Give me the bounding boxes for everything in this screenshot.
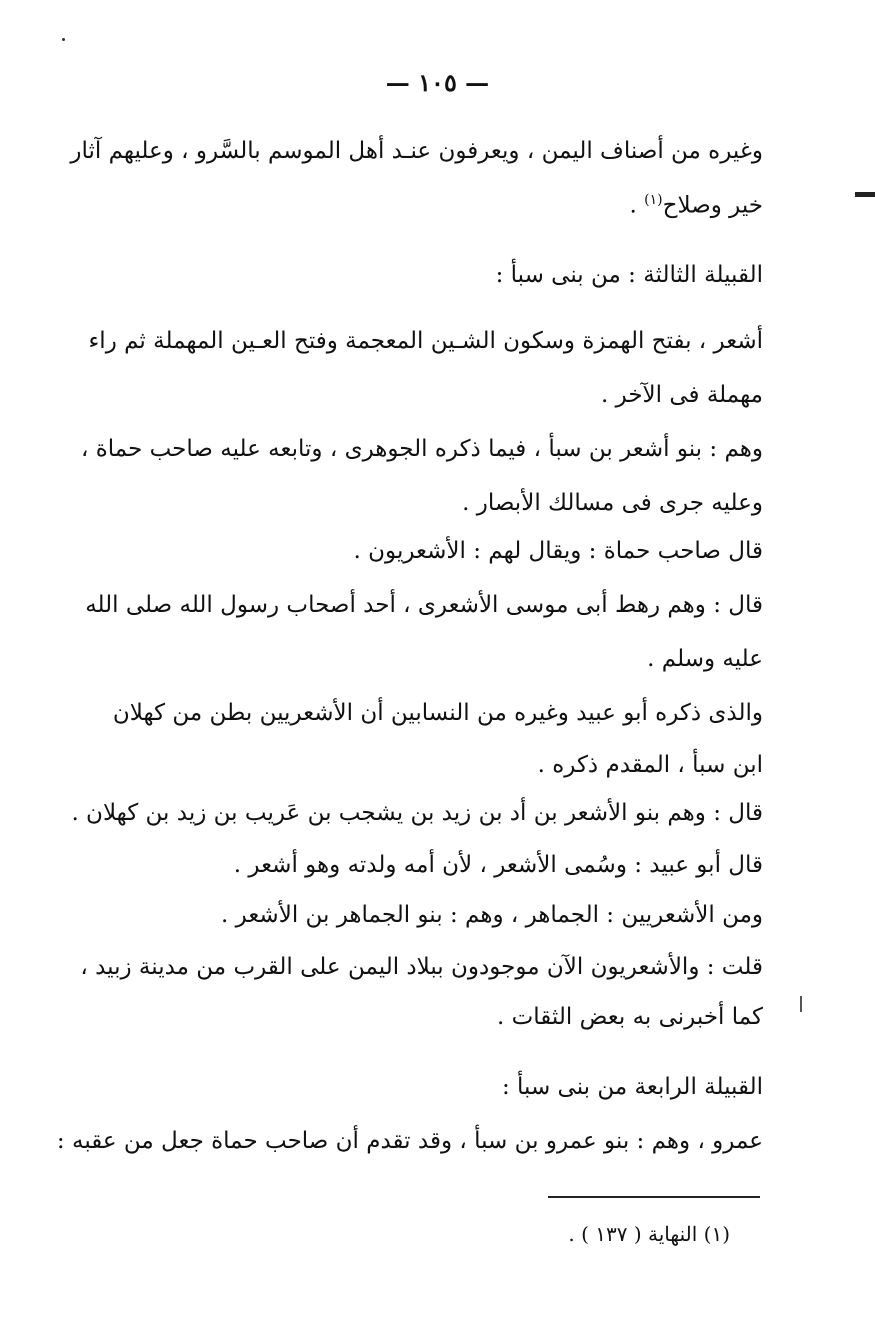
footnote: (١) النهاية ( ١٣٧ ) . [568, 1222, 730, 1246]
text-line [91, 192, 763, 219]
text-line: وهم : بنو أشعر بن سبأ ، فيما ذكره الجوهرى ، وتابعه عليه صاحب حماة ، [80, 436, 763, 462]
footnote-reference: (١) [644, 192, 663, 208]
text-line: قلت : والأشعريون الآن موجودون ببلاد اليمن على القرب من مدينة زبيد ، [80, 954, 763, 980]
text-segment: خير وصلاح [662, 192, 763, 219]
text-line: عليه وسلم . [647, 646, 763, 672]
text-line: عمرو ، وهم : بنو عمرو بن سبأ ، وقد تقدم أن صاحب حماة جعل من عقبه : [56, 1128, 763, 1154]
text-line: وغيره من أصناف اليمن ، ويعرفون عنـد أهل الموسم بالسَّرو ، وعليهم آثار [70, 138, 763, 164]
text-line: قال : وهم رهط أبى موسى الأشعرى ، أحد أصحاب رسول الله صلى الله [85, 592, 763, 618]
margin-mark [855, 192, 875, 197]
text-line: وعليه جرى فى مسالك الأبصار . [462, 490, 763, 516]
text-line: ومن الأشعريين : الجماهر ، وهم : بنو الجماهر بن الأشعر . [221, 902, 763, 928]
page-number: — ١٠٥ — [385, 68, 490, 97]
text-line: كما أخبرنى به بعض الثقات . [497, 1004, 763, 1030]
text-line: مهملة فى الآخر . [601, 382, 763, 408]
text-line: قال أبو عبيد : وسُمى الأشعر ، لأن أمه ولدته وهو أشعر . [233, 852, 763, 878]
scan-tick [800, 996, 802, 1012]
text-line: قال : وهم بنو الأشعر بن أد بن زيد بن يشجب بن عَريب بن زيد بن كهلان . [71, 800, 763, 826]
text-segment: . [629, 192, 645, 219]
footnote-separator [548, 1196, 760, 1198]
text-line: والذى ذكره أبو عبيد وغيره من النسابين أن الأشعريين بطن من كهلان [112, 700, 763, 726]
text-line: قال صاحب حماة : ويقال لهم : الأشعريون . [353, 538, 763, 564]
section-heading: القبيلة الرابعة من بنى سبأ : [501, 1074, 763, 1100]
text-line: ابن سبأ ، المقدم ذكره . [537, 752, 763, 778]
text-line: أشعر ، بفتح الهمزة وسكون الشـين المعجمة وفتح العـين المهملة ثم راء [88, 328, 763, 354]
scan-speck [62, 38, 65, 41]
section-heading: القبيلة الثالثة : من بنى سبأ : [495, 262, 763, 288]
